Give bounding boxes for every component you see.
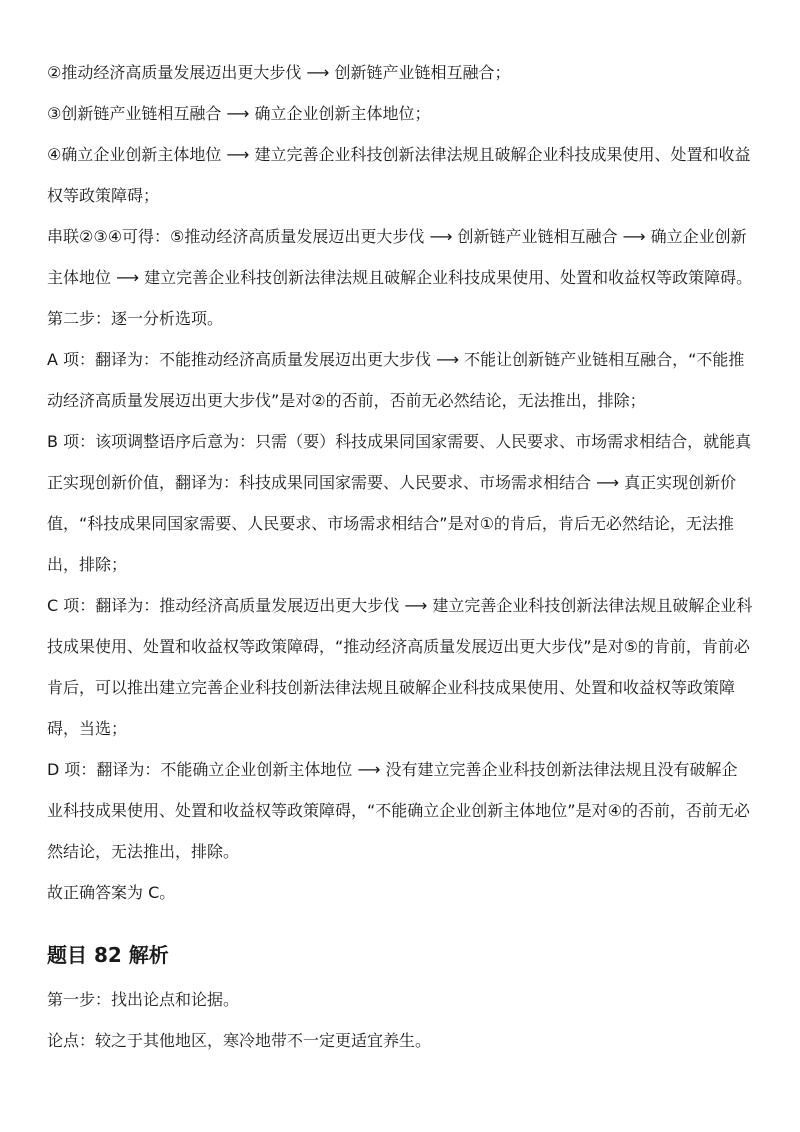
paragraph: ④确立企业创新主体地位 ⟶ 建立完善企业科技创新法律法规且破解企业科技成果使用、处置和收益权等政策障碍； — [47, 145, 751, 205]
paragraph: 论点：较之于其他地区，寒冷地带不一定更适宜养生。 — [47, 1031, 432, 1050]
section-heading: 题目 82 解析 — [47, 943, 169, 967]
paragraph: ②推动经济高质量发展迈出更大步伐 ⟶ 创新链产业链相互融合； — [47, 63, 511, 82]
paragraph: C 项：翻译为：推动经济高质量发展迈出更大步伐 ⟶ 建立完善企业科技创新法律法规且破解企业科技成果使用、处置和收益权等政策障碍，“推动经济高质量发展迈出更大步伐”是对⑤的肯前，肯前必肯后，可以推出建立完善企业科技创新法律法规且破解企业科技成果使用、处置和收益权等政策障碍，当选； — [47, 596, 753, 738]
paragraph: 故正确答案为 C。 — [47, 883, 176, 902]
paragraph: 串联②③④可得：⑤推动经济高质量发展迈出更大步伐 ⟶ 创新链产业链相互融合 ⟶ 确立企业创新主体地位 ⟶ 建立完善企业科技创新法律法规且破解企业科技成果使用、处置和收益权等政策障碍。 — [47, 227, 753, 287]
document-page — [47, 52, 753, 1061]
paragraph: 第一步：找出论点和论据。 — [47, 990, 240, 1009]
paragraph: B 项：该项调整语序后意为：只需（要）科技成果同国家需要、人民要求、市场需求相结合，就能真正实现创新价值，翻译为：科技成果同国家需要、人民要求、市场需求相结合 ⟶ 真正实现创新价值，“科技成果同国家需要、人民要求、市场需求相结合”是对①的肯后，肯后无必然结论，无法推出，排除； — [47, 432, 752, 574]
paragraph: 第二步：逐一分析选项。 — [47, 309, 224, 328]
paragraph: D 项：翻译为：不能确立企业创新主体地位 ⟶ 没有建立完善企业科技创新法律法规且没有破解企业科技成果使用、处置和收益权等政策障碍，“不能确立企业创新主体地位”是对④的否前，否前无必然结论，无法推出，排除。 — [47, 760, 750, 861]
paragraph: A 项：翻译为：不能推动经济高质量发展迈出更大步伐 ⟶ 不能让创新链产业链相互融合，“不能推动经济高质量发展迈出更大步伐”是对②的否前，否前无必然结论，无法推出，排除； — [47, 350, 745, 410]
paragraph: ③创新链产业链相互融合 ⟶ 确立企业创新主体地位； — [47, 104, 431, 123]
